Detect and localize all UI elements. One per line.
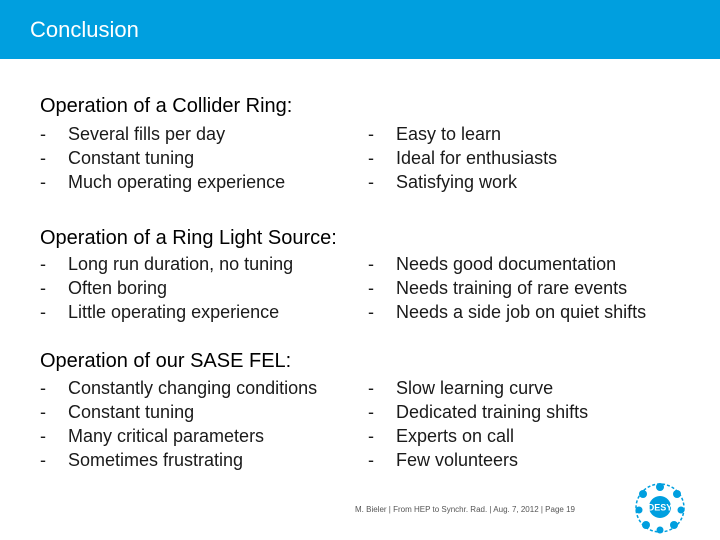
section-title-ring-light-source: Operation of a Ring Light Source: [40, 227, 337, 249]
list-item-text: Much operating experience [68, 172, 286, 192]
list-item-text: Sometimes frustrating [68, 450, 244, 470]
sase-fel-right-list [368, 376, 588, 472]
list-item-text: Needs good documentation [396, 254, 617, 274]
header-bar [0, 0, 720, 59]
ring-light-source-right-list [368, 252, 646, 324]
bullet-dash: - [40, 254, 46, 274]
list-item-text: Dedicated training shifts [396, 402, 589, 422]
bullet-dash: - [40, 278, 46, 298]
list-item-text: Ideal for enthusiasts [396, 148, 558, 168]
list-item [40, 122, 285, 146]
section-title-collider-ring: Operation of a Collider Ring: [40, 95, 293, 117]
logo-dot [673, 490, 681, 498]
list-item [40, 276, 293, 300]
list-item-text: Constant tuning [68, 148, 195, 168]
list-item [40, 400, 317, 424]
list-item [368, 376, 588, 400]
list-item [368, 276, 646, 300]
list-item-text: Needs training of rare events [396, 278, 628, 298]
list-item [40, 170, 285, 194]
bullet-dash: - [368, 254, 374, 274]
collider-ring-left-list [40, 122, 285, 194]
logo-dot [636, 507, 643, 514]
bullet-dash: - [368, 302, 374, 322]
list-item-text: Often boring [68, 278, 168, 298]
logo-dot [678, 507, 685, 514]
list-item [368, 146, 557, 170]
list-item [40, 448, 317, 472]
bullet-dash: - [368, 378, 374, 398]
list-item [368, 170, 557, 194]
list-item [40, 376, 317, 400]
bullet-dash: - [368, 172, 374, 192]
list-item-text: Constantly changing conditions [68, 378, 318, 398]
bullet-dash: - [40, 302, 46, 322]
bullet-dash: - [368, 278, 374, 298]
bullet-dash: - [40, 148, 46, 168]
list-item-text: Needs a side job on quiet shifts [396, 302, 647, 322]
list-item [40, 252, 293, 276]
logo-dot [656, 483, 664, 491]
bullet-dash: - [368, 426, 374, 446]
section-title-sase-fel: Operation of our SASE FEL: [40, 350, 292, 372]
list-item-text: Experts on call [396, 426, 515, 446]
bullet-dash: - [40, 124, 46, 144]
list-item [368, 300, 646, 324]
list-item-text: Easy to learn [396, 124, 502, 144]
bullet-dash: - [368, 402, 374, 422]
list-item [368, 448, 588, 472]
logo-dot [657, 527, 664, 534]
list-item-text: Slow learning curve [396, 378, 554, 398]
bullet-dash: - [40, 172, 46, 192]
bullet-dash: - [368, 124, 374, 144]
list-item-text: Constant tuning [68, 402, 195, 422]
list-item [368, 122, 557, 146]
logo-dot [670, 521, 678, 529]
list-item-text: Long run duration, no tuning [68, 254, 294, 274]
list-item [368, 400, 588, 424]
list-item-text: Several fills per day [68, 124, 226, 144]
list-item [368, 424, 588, 448]
bullet-dash: - [40, 378, 46, 398]
list-item [40, 146, 285, 170]
logo-dot [639, 490, 647, 498]
logo-dot [642, 521, 650, 529]
ring-light-source-left-list [40, 252, 293, 324]
bullet-dash: - [368, 450, 374, 470]
bullet-dash: - [40, 426, 46, 446]
footer-text: M. Bieler | From HEP to Synchr. Rad. | Aug. 7, 2012 | Page 19 [355, 505, 575, 514]
list-item [40, 300, 293, 324]
bullet-dash: - [368, 148, 374, 168]
list-item-text: Satisfying work [396, 172, 518, 192]
collider-ring-right-list [368, 122, 557, 194]
desy-logo-icon [632, 480, 688, 536]
list-item-text: Many critical parameters [68, 426, 265, 446]
bullet-dash: - [40, 450, 46, 470]
page-title: Conclusion [30, 17, 139, 42]
list-item [40, 424, 317, 448]
list-item [368, 252, 646, 276]
list-item-text: Few volunteers [396, 450, 519, 470]
logo-text: DESY [647, 502, 673, 513]
list-item-text: Little operating experience [68, 302, 280, 322]
bullet-dash: - [40, 402, 46, 422]
sase-fel-left-list [40, 376, 317, 472]
